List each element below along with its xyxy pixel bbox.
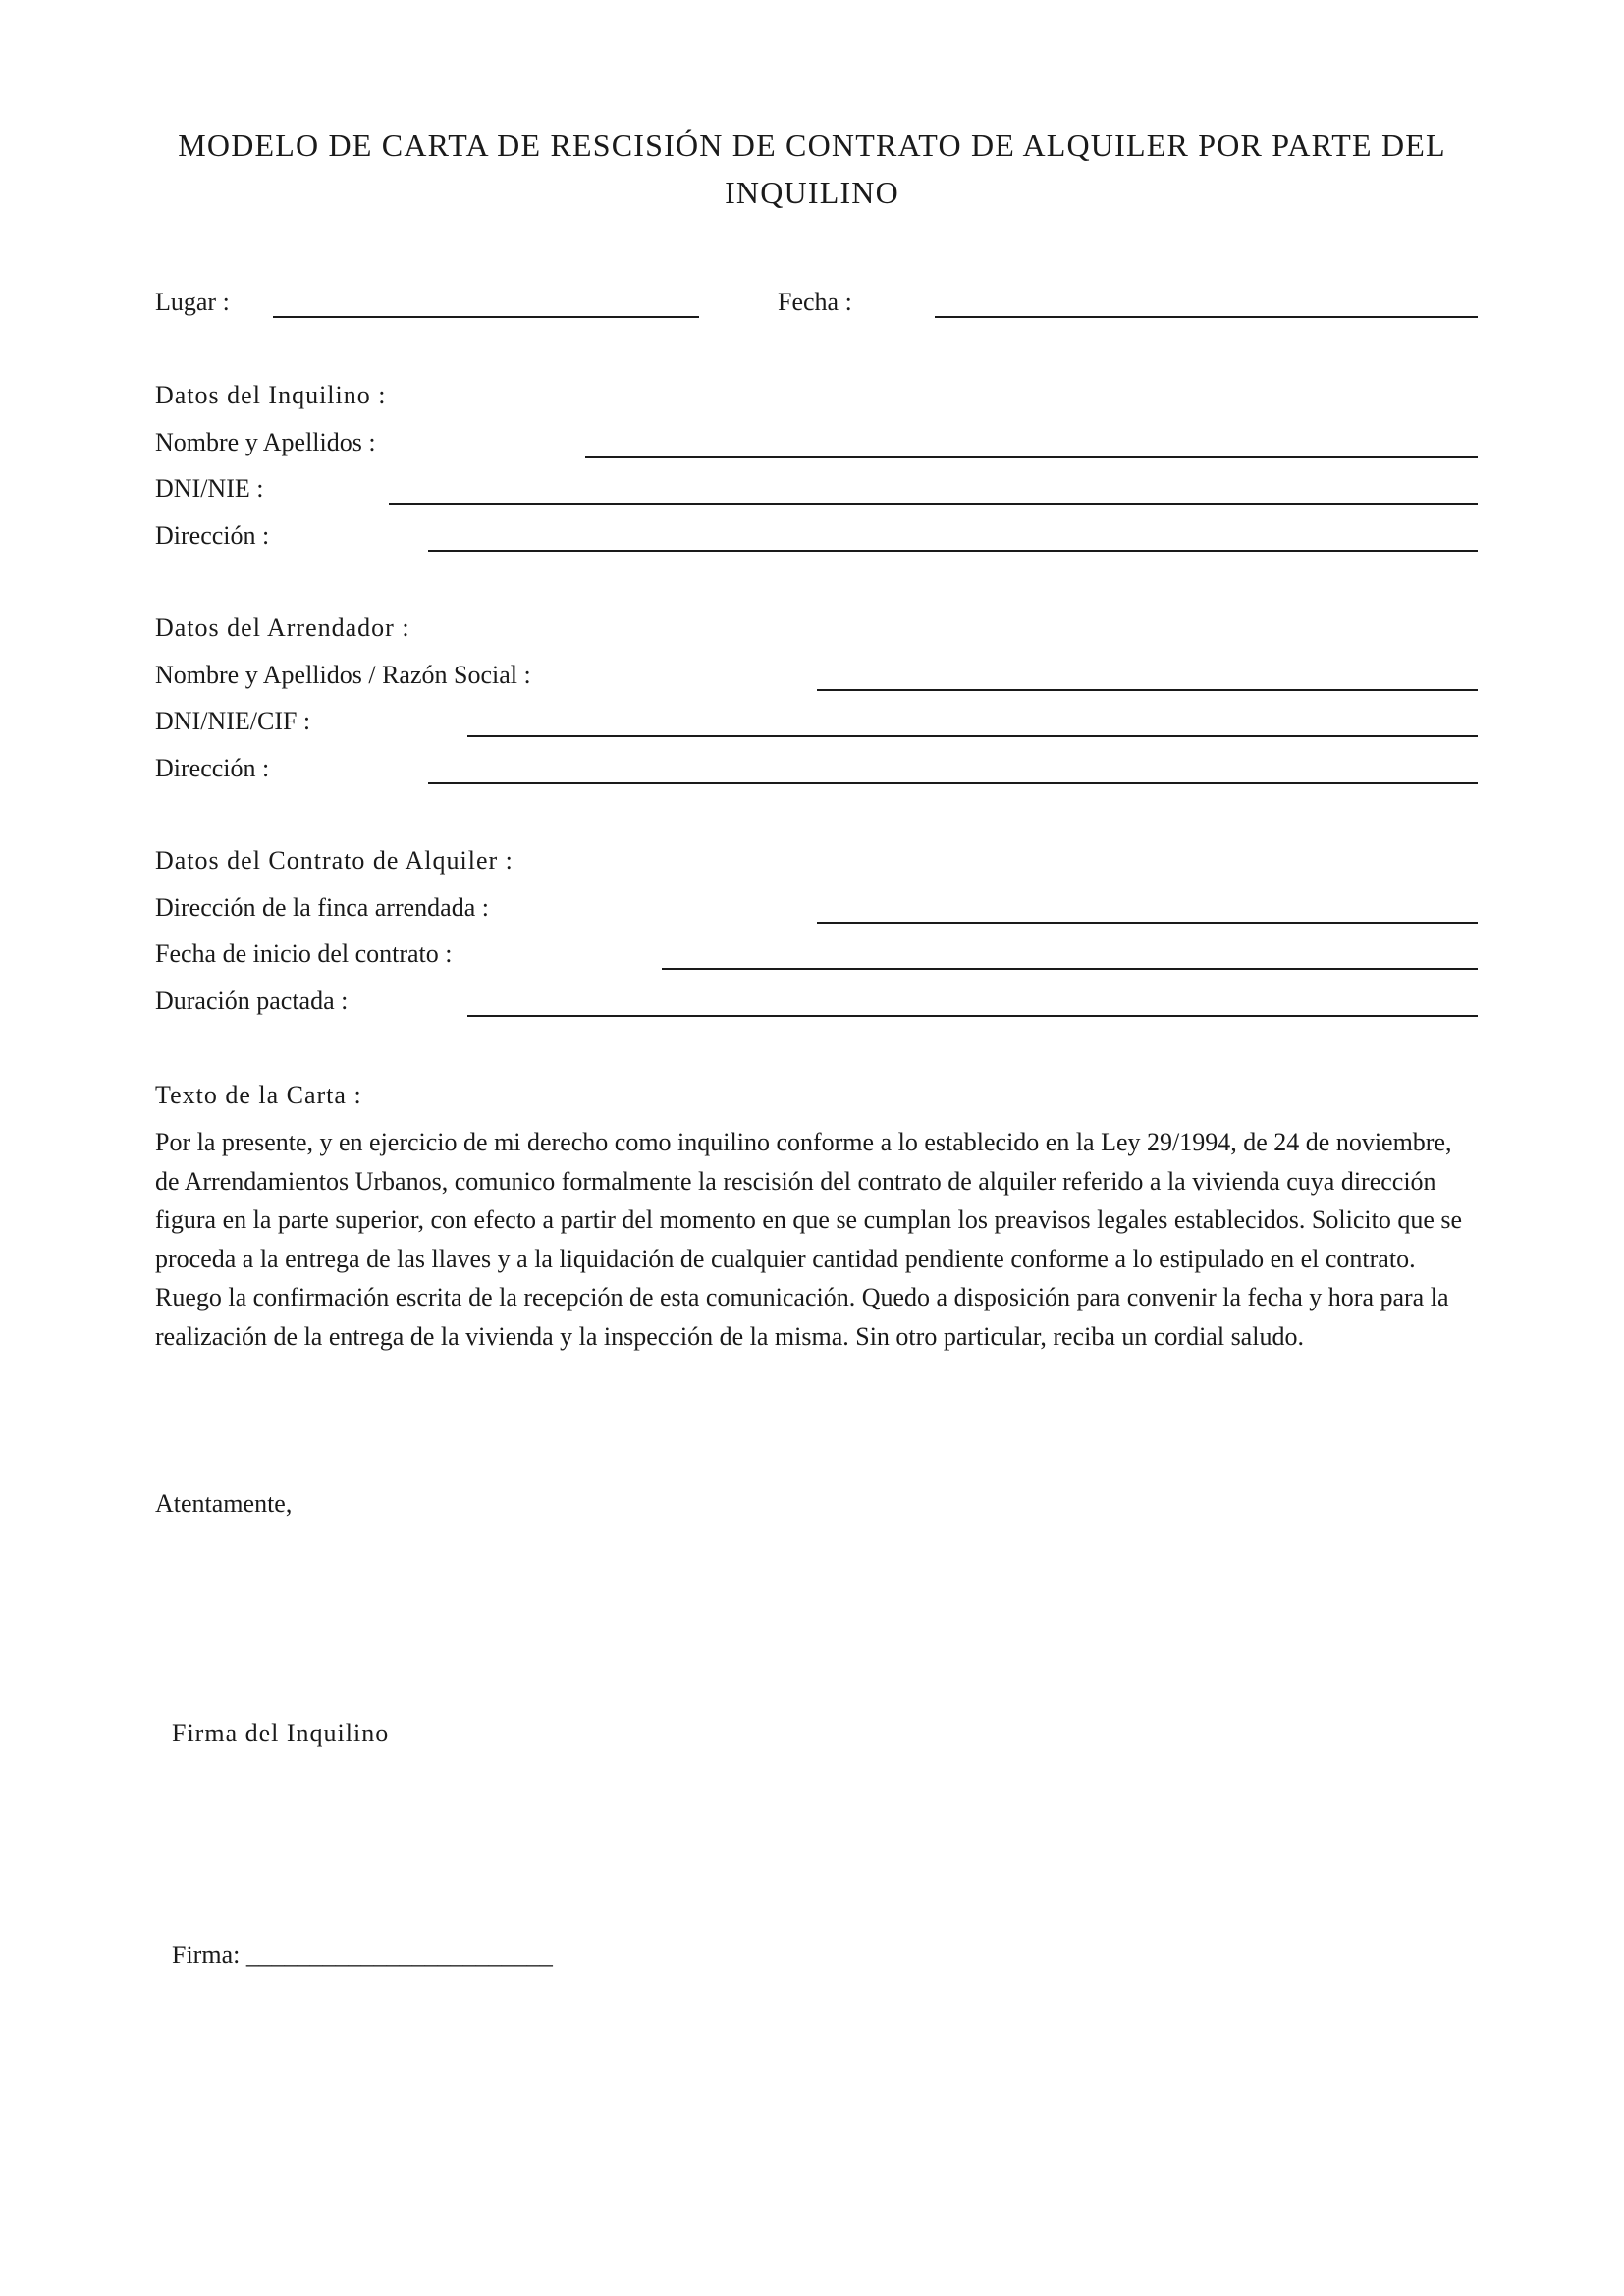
landlord-id-field[interactable] bbox=[467, 735, 1478, 737]
contract-duration-field[interactable] bbox=[467, 1015, 1478, 1017]
tenant-id-label: DNI/NIE : bbox=[155, 474, 264, 503]
contract-start-date-label: Fecha de inicio del contrato : bbox=[155, 939, 453, 968]
landlord-address-field[interactable] bbox=[428, 782, 1478, 784]
tenant-id-field[interactable] bbox=[389, 503, 1478, 505]
property-address-field[interactable] bbox=[817, 922, 1478, 924]
tenant-address-field[interactable] bbox=[428, 550, 1478, 552]
closing-text: Atentamente, bbox=[155, 1489, 293, 1518]
contract-start-date-field[interactable] bbox=[662, 968, 1478, 970]
signature-line[interactable]: Firma: ________________________ bbox=[172, 1941, 553, 1969]
landlord-heading: Datos del Arrendador : bbox=[155, 614, 410, 642]
place-field[interactable] bbox=[273, 316, 699, 318]
tenant-name-field[interactable] bbox=[585, 456, 1478, 458]
contract-heading: Datos del Contrato de Alquiler : bbox=[155, 846, 514, 875]
tenant-name-label: Nombre y Apellidos : bbox=[155, 428, 376, 456]
property-address-label: Dirección de la finca arrendada : bbox=[155, 893, 489, 922]
document-title: MODELO DE CARTA DE RESCISIÓN DE CONTRATO DE ALQUILER POR PARTE DEL INQUILINO bbox=[178, 128, 1446, 210]
tenant-address-label: Dirección : bbox=[155, 521, 270, 550]
landlord-id-label: DNI/NIE/CIF : bbox=[155, 707, 311, 735]
place-label: Lugar : bbox=[155, 288, 230, 316]
date-field[interactable] bbox=[935, 316, 1478, 318]
contract-duration-label: Duración pactada : bbox=[155, 987, 349, 1015]
letter-body: Por la presente, y en ejercicio de mi derecho como inquilino conforme a lo establecido en la Ley 29/1994, de 24 de noviembre, de Arrendamientos Urbanos, comunico formalmente la rescisión del contrato de alquiler referido a la vivienda cuya dirección figura en la parte superior, con efecto a partir del momento en que se cumplan los preavisos legales establecidos. Solicito que se proceda a la entrega de las llaves y a la liquidación de cualquier cantidad pendiente conforme a lo estipulado en el contrato. Ruego la confirmación escrita de la recepción de esta comunicación. Quedo a disposición para convenir la fecha y hora para la realización de la entrega de la vivienda y la inspección de la misma. Sin otro particular, reciba un cordial saludo. bbox=[155, 1128, 1463, 1351]
tenant-heading: Datos del Inquilino : bbox=[155, 381, 387, 409]
letter-heading: Texto de la Carta : bbox=[155, 1081, 362, 1109]
landlord-name-field[interactable] bbox=[817, 689, 1478, 691]
landlord-name-label: Nombre y Apellidos / Razón Social : bbox=[155, 661, 531, 689]
date-label: Fecha : bbox=[778, 288, 852, 316]
signature-heading: Firma del Inquilino bbox=[172, 1719, 390, 1747]
landlord-address-label: Dirección : bbox=[155, 754, 270, 782]
